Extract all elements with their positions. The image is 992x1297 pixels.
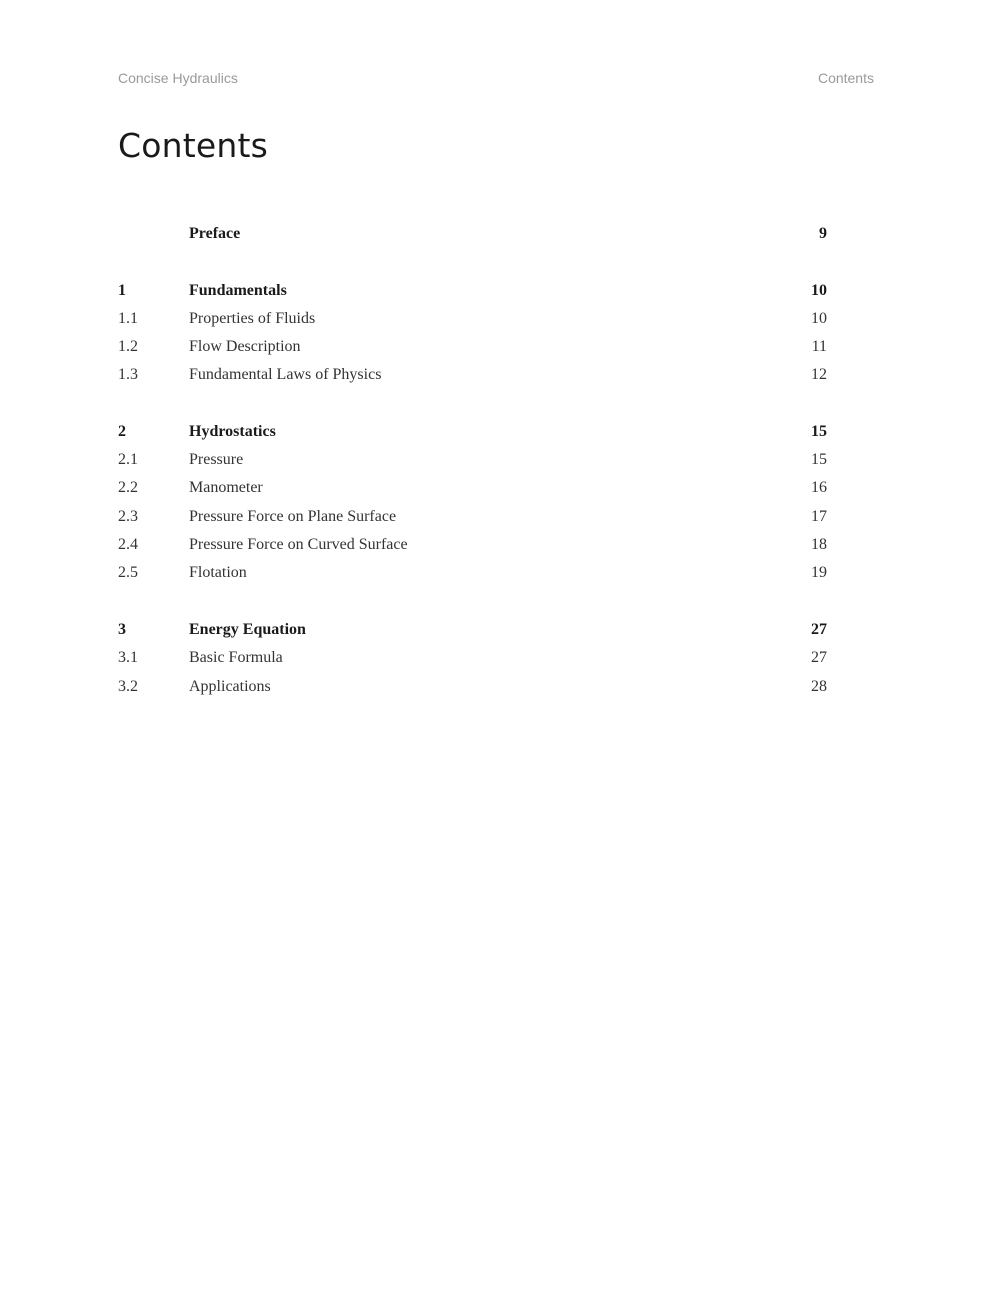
toc-section-number: 2.2 (118, 479, 138, 496)
toc-section-title: Fundamental Laws of Physics (189, 366, 382, 383)
toc-chapter-number: 2 (118, 423, 126, 440)
toc-section-title: Pressure (189, 451, 244, 468)
toc-section-2-3[interactable] (0, 506, 992, 528)
toc-chapter-number: 3 (118, 621, 126, 638)
toc-section-number: 1.3 (118, 366, 138, 383)
toc-chapter-title: Hydrostatics (189, 423, 276, 440)
toc-section-3-1[interactable] (0, 647, 992, 669)
toc-chapter-1[interactable] (0, 280, 992, 302)
running-header-book-title: Concise Hydraulics (118, 70, 238, 86)
toc-section-page: 18 (811, 536, 827, 553)
toc-section-page: 10 (811, 310, 827, 327)
toc-section-title: Basic Formula (189, 649, 283, 666)
toc-section-2-4[interactable] (0, 534, 992, 556)
toc-section-number: 1.2 (118, 338, 138, 355)
toc-section-number: 2.4 (118, 536, 138, 553)
page-title: Contents (118, 126, 269, 165)
toc-chapter-title: Fundamentals (189, 282, 287, 299)
toc-section-number: 2.1 (118, 451, 138, 468)
toc-section-number: 3.1 (118, 649, 138, 666)
toc-section-page: 19 (811, 564, 827, 581)
toc-section-number: 2.3 (118, 508, 138, 525)
toc-section-1-1[interactable] (0, 308, 992, 330)
toc-chapter-page: 27 (811, 621, 827, 638)
toc-chapter-page: 15 (811, 423, 827, 440)
toc-section-title: Flotation (189, 564, 247, 581)
toc-section-title: Applications (189, 678, 271, 695)
toc-section-page: 16 (811, 479, 827, 496)
toc-section-page: 28 (811, 678, 827, 695)
toc-chapter-2[interactable] (0, 421, 992, 443)
toc-chapter-number: 1 (118, 282, 126, 299)
toc-section-title: Properties of Fluids (189, 310, 316, 327)
toc-section-3-2[interactable] (0, 676, 992, 698)
toc-section-title: Flow Description (189, 338, 301, 355)
toc-entry-title: Preface (189, 225, 241, 242)
toc-entry-preface[interactable] (0, 223, 992, 245)
toc-section-number: 3.2 (118, 678, 138, 695)
toc-chapter-page: 10 (811, 282, 827, 299)
toc-entry-page: 9 (819, 225, 827, 242)
toc-section-title: Pressure Force on Curved Surface (189, 536, 408, 553)
toc-chapter-3[interactable] (0, 619, 992, 641)
toc-section-1-3[interactable] (0, 364, 992, 386)
toc-section-page: 15 (811, 451, 827, 468)
toc-section-page: 11 (811, 338, 827, 355)
toc-section-page: 17 (811, 508, 827, 525)
toc-section-page: 27 (811, 649, 827, 666)
toc-section-title: Manometer (189, 479, 263, 496)
toc-section-number: 1.1 (118, 310, 138, 327)
running-header-section: Contents (817, 70, 874, 86)
toc-section-number: 2.5 (118, 564, 138, 581)
toc-section-title: Pressure Force on Plane Surface (189, 508, 397, 525)
toc-section-page: 12 (811, 366, 827, 383)
toc-section-2-2[interactable] (0, 477, 992, 499)
toc-section-2-1[interactable] (0, 449, 992, 471)
toc-section-2-5[interactable] (0, 562, 992, 584)
toc-chapter-title: Energy Equation (189, 621, 306, 638)
toc-section-1-2[interactable] (0, 336, 992, 358)
